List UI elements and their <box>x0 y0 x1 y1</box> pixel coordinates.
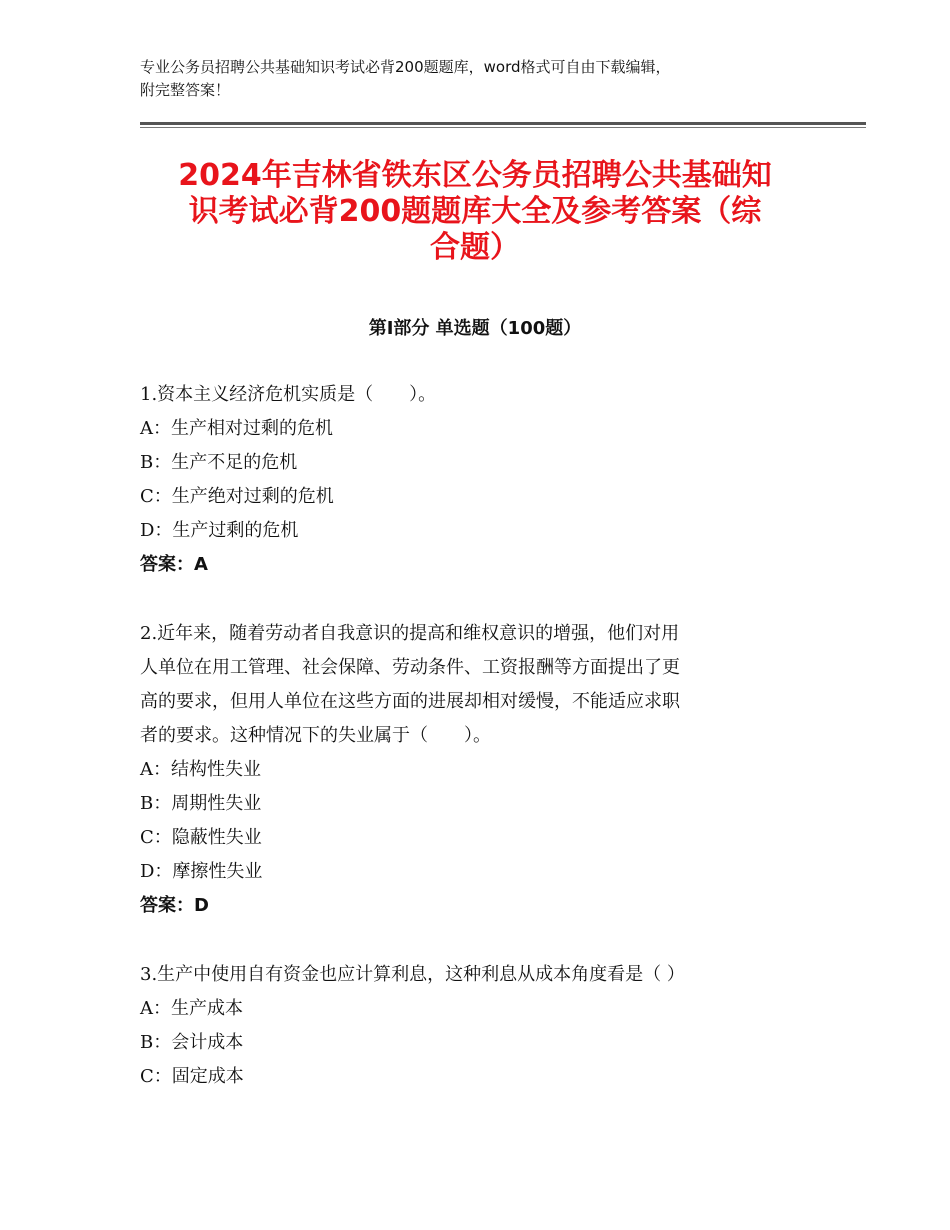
title-line: 识考试必背200题题库大全及参考答案（综 <box>188 194 762 229</box>
option-b: B：周期性失业 <box>140 793 262 814</box>
answer: 答案：A <box>140 554 208 575</box>
question-3 <box>140 958 820 1094</box>
question-1 <box>140 378 820 582</box>
option-c: C：固定成本 <box>140 1066 244 1087</box>
option-c: C：生产绝对过剩的危机 <box>140 486 334 507</box>
option-d: D：摩擦性失业 <box>140 861 263 882</box>
header-note-line: 附完整答案！ <box>140 81 231 99</box>
header-note <box>140 56 820 102</box>
title-line: 合题） <box>430 230 520 265</box>
question-stem: 2.近年来，随着劳动者自我意识的提高和维权意识的增强，他们对用 <box>140 623 680 644</box>
document-title <box>130 158 820 266</box>
question-stem: 者的要求。这种情况下的失业属于（ ）。 <box>140 725 491 746</box>
option-b: B：生产不足的危机 <box>140 452 298 473</box>
option-a: A：生产成本 <box>140 998 243 1019</box>
title-line: 2024年吉林省铁东区公务员招聘公共基础知 <box>178 158 772 193</box>
option-a: A：结构性失业 <box>140 759 261 780</box>
option-c: C：隐蔽性失业 <box>140 827 262 848</box>
option-a: A：生产相对过剩的危机 <box>140 418 333 439</box>
header-divider <box>140 127 866 128</box>
question-stem: 3.生产中使用自有资金也应计算利息，这种利息从成本角度看是（ ） <box>140 964 685 985</box>
option-d: D：生产过剩的危机 <box>140 520 299 541</box>
question-stem: 1.资本主义经济危机实质是（ ）。 <box>140 384 437 405</box>
section-title: 第Ⅰ部分 单选题（100题） <box>368 318 582 339</box>
question-stem: 人单位在用工管理、社会保障、劳动条件、工资报酬等方面提出了更 <box>140 657 680 678</box>
question-2 <box>140 617 820 923</box>
option-b: B：会计成本 <box>140 1032 244 1053</box>
header-note-line: 专业公务员招聘公共基础知识考试必背200题题库，word格式可自由下载编辑， <box>140 58 671 76</box>
question-stem: 高的要求，但用人单位在这些方面的进展却相对缓慢，不能适应求职 <box>140 691 680 712</box>
header-divider <box>140 122 866 125</box>
answer: 答案：D <box>140 895 209 916</box>
